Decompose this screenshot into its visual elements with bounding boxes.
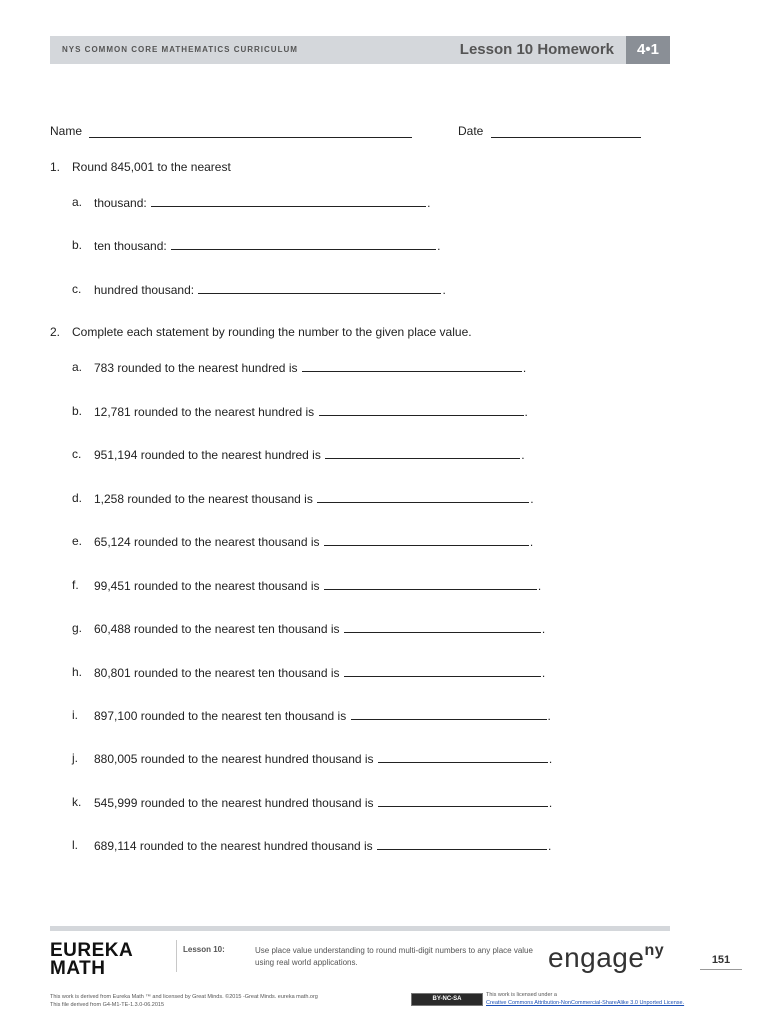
brand-text: engage: [548, 942, 645, 973]
item-letter: b.: [72, 404, 83, 418]
item-text: 689,114 rounded to the nearest hundred thousand is: [94, 839, 373, 853]
item-text: 545,999 rounded to the nearest hundred thousand is: [94, 796, 374, 810]
name-field[interactable]: [89, 125, 412, 138]
item-text: 60,488 rounded to the nearest ten thousand is: [94, 622, 340, 636]
date-label: Date: [458, 124, 484, 138]
brand-superscript: ny: [644, 942, 665, 959]
module-badge: 4•1: [626, 36, 670, 64]
logo-line-2: MATH: [50, 958, 106, 979]
item-letter: c.: [72, 282, 82, 296]
item-letter: g.: [72, 621, 83, 635]
item-text: 65,124 rounded to the nearest thousand is: [94, 535, 320, 549]
attribution: [50, 993, 318, 1009]
page-number: 151: [700, 954, 742, 970]
footer-divider: [50, 926, 670, 931]
attribution-line-2: This file derived from G4-M1-TE-1.3.0-06.2015: [50, 1002, 165, 1008]
item-letter: k.: [72, 795, 82, 809]
item-letter: h.: [72, 665, 83, 679]
question-prompt: Complete each statement by rounding the number to the given place value.: [72, 325, 472, 339]
answer-blank[interactable]: [324, 578, 537, 590]
answer-blank[interactable]: [344, 621, 541, 633]
answer-blank[interactable]: [344, 665, 541, 677]
attribution-line-1: This work is derived from Eureka Math ™ and licensed by Great Minds. ©2015 -Great Minds. eureka math.org: [50, 994, 318, 1000]
answer-blank[interactable]: [319, 404, 524, 416]
creative-commons-badge[interactable]: BY-NC-SA: [411, 993, 483, 1006]
item-text: thousand:: [94, 196, 147, 210]
answer-blank[interactable]: [171, 238, 436, 250]
answer-blank[interactable]: [351, 708, 547, 720]
engageny-logo: [548, 942, 664, 974]
name-row: [50, 124, 412, 138]
item-letter: e.: [72, 534, 83, 548]
question-number: 1.: [50, 160, 61, 174]
answer-blank[interactable]: [151, 195, 426, 207]
name-label: Name: [50, 124, 83, 138]
item-text: ten thousand:: [94, 239, 167, 253]
item-text: 897,100 rounded to the nearest ten thousand is: [94, 709, 347, 723]
item-letter: b.: [72, 238, 83, 252]
license-info: [486, 991, 684, 1007]
item-text: 783 rounded to the nearest hundred is: [94, 361, 298, 375]
eureka-math-logo: [50, 942, 133, 978]
answer-blank[interactable]: [378, 795, 548, 807]
footer-separator: [176, 940, 177, 972]
item-letter: j.: [72, 751, 78, 765]
answer-blank[interactable]: [377, 838, 547, 850]
item-letter: f.: [72, 578, 79, 592]
answer-blank[interactable]: [198, 282, 441, 294]
answer-blank[interactable]: [378, 751, 548, 763]
footer-lesson-label: Lesson 10:: [183, 945, 225, 954]
page-header: [50, 36, 670, 64]
date-row: [458, 124, 641, 138]
item-letter: d.: [72, 491, 83, 505]
lesson-title: Lesson 10 Homework: [459, 41, 614, 58]
footer-lesson-description: Use place value understanding to round multi-digit numbers to any place value using real world applications.: [255, 946, 533, 967]
question-number: 2.: [50, 325, 61, 339]
item-letter: a.: [72, 360, 83, 374]
logo-line-1: EUREKA: [50, 940, 134, 961]
item-letter: l.: [72, 838, 78, 852]
answer-blank[interactable]: [317, 491, 529, 503]
item-letter: c.: [72, 447, 82, 461]
item-text: 1,258 rounded to the nearest thousand is: [94, 492, 313, 506]
license-line-1: This work is licensed under a: [486, 992, 557, 998]
item-text: 80,801 rounded to the nearest ten thousand is: [94, 666, 340, 680]
question-prompt: Round 845,001 to the nearest: [72, 160, 231, 174]
item-text: hundred thousand:: [94, 283, 195, 297]
item-text: 951,194 rounded to the nearest hundred is: [94, 448, 321, 462]
answer-blank[interactable]: [302, 360, 522, 372]
item-letter: i.: [72, 708, 78, 722]
item-text: 12,781 rounded to the nearest hundred is: [94, 405, 315, 419]
answer-blank[interactable]: [324, 534, 529, 546]
item-text: 99,451 rounded to the nearest thousand is: [94, 579, 320, 593]
curriculum-label: NYS COMMON CORE MATHEMATICS CURRICULUM: [62, 45, 298, 54]
item-letter: a.: [72, 195, 83, 209]
license-link[interactable]: Creative Commons Attribution-NonCommercial-ShareAlike 3.0 Unported License.: [486, 1000, 685, 1006]
item-text: 880,005 rounded to the nearest hundred thousand is: [94, 752, 374, 766]
answer-blank[interactable]: [325, 447, 520, 459]
date-field[interactable]: [491, 125, 641, 138]
